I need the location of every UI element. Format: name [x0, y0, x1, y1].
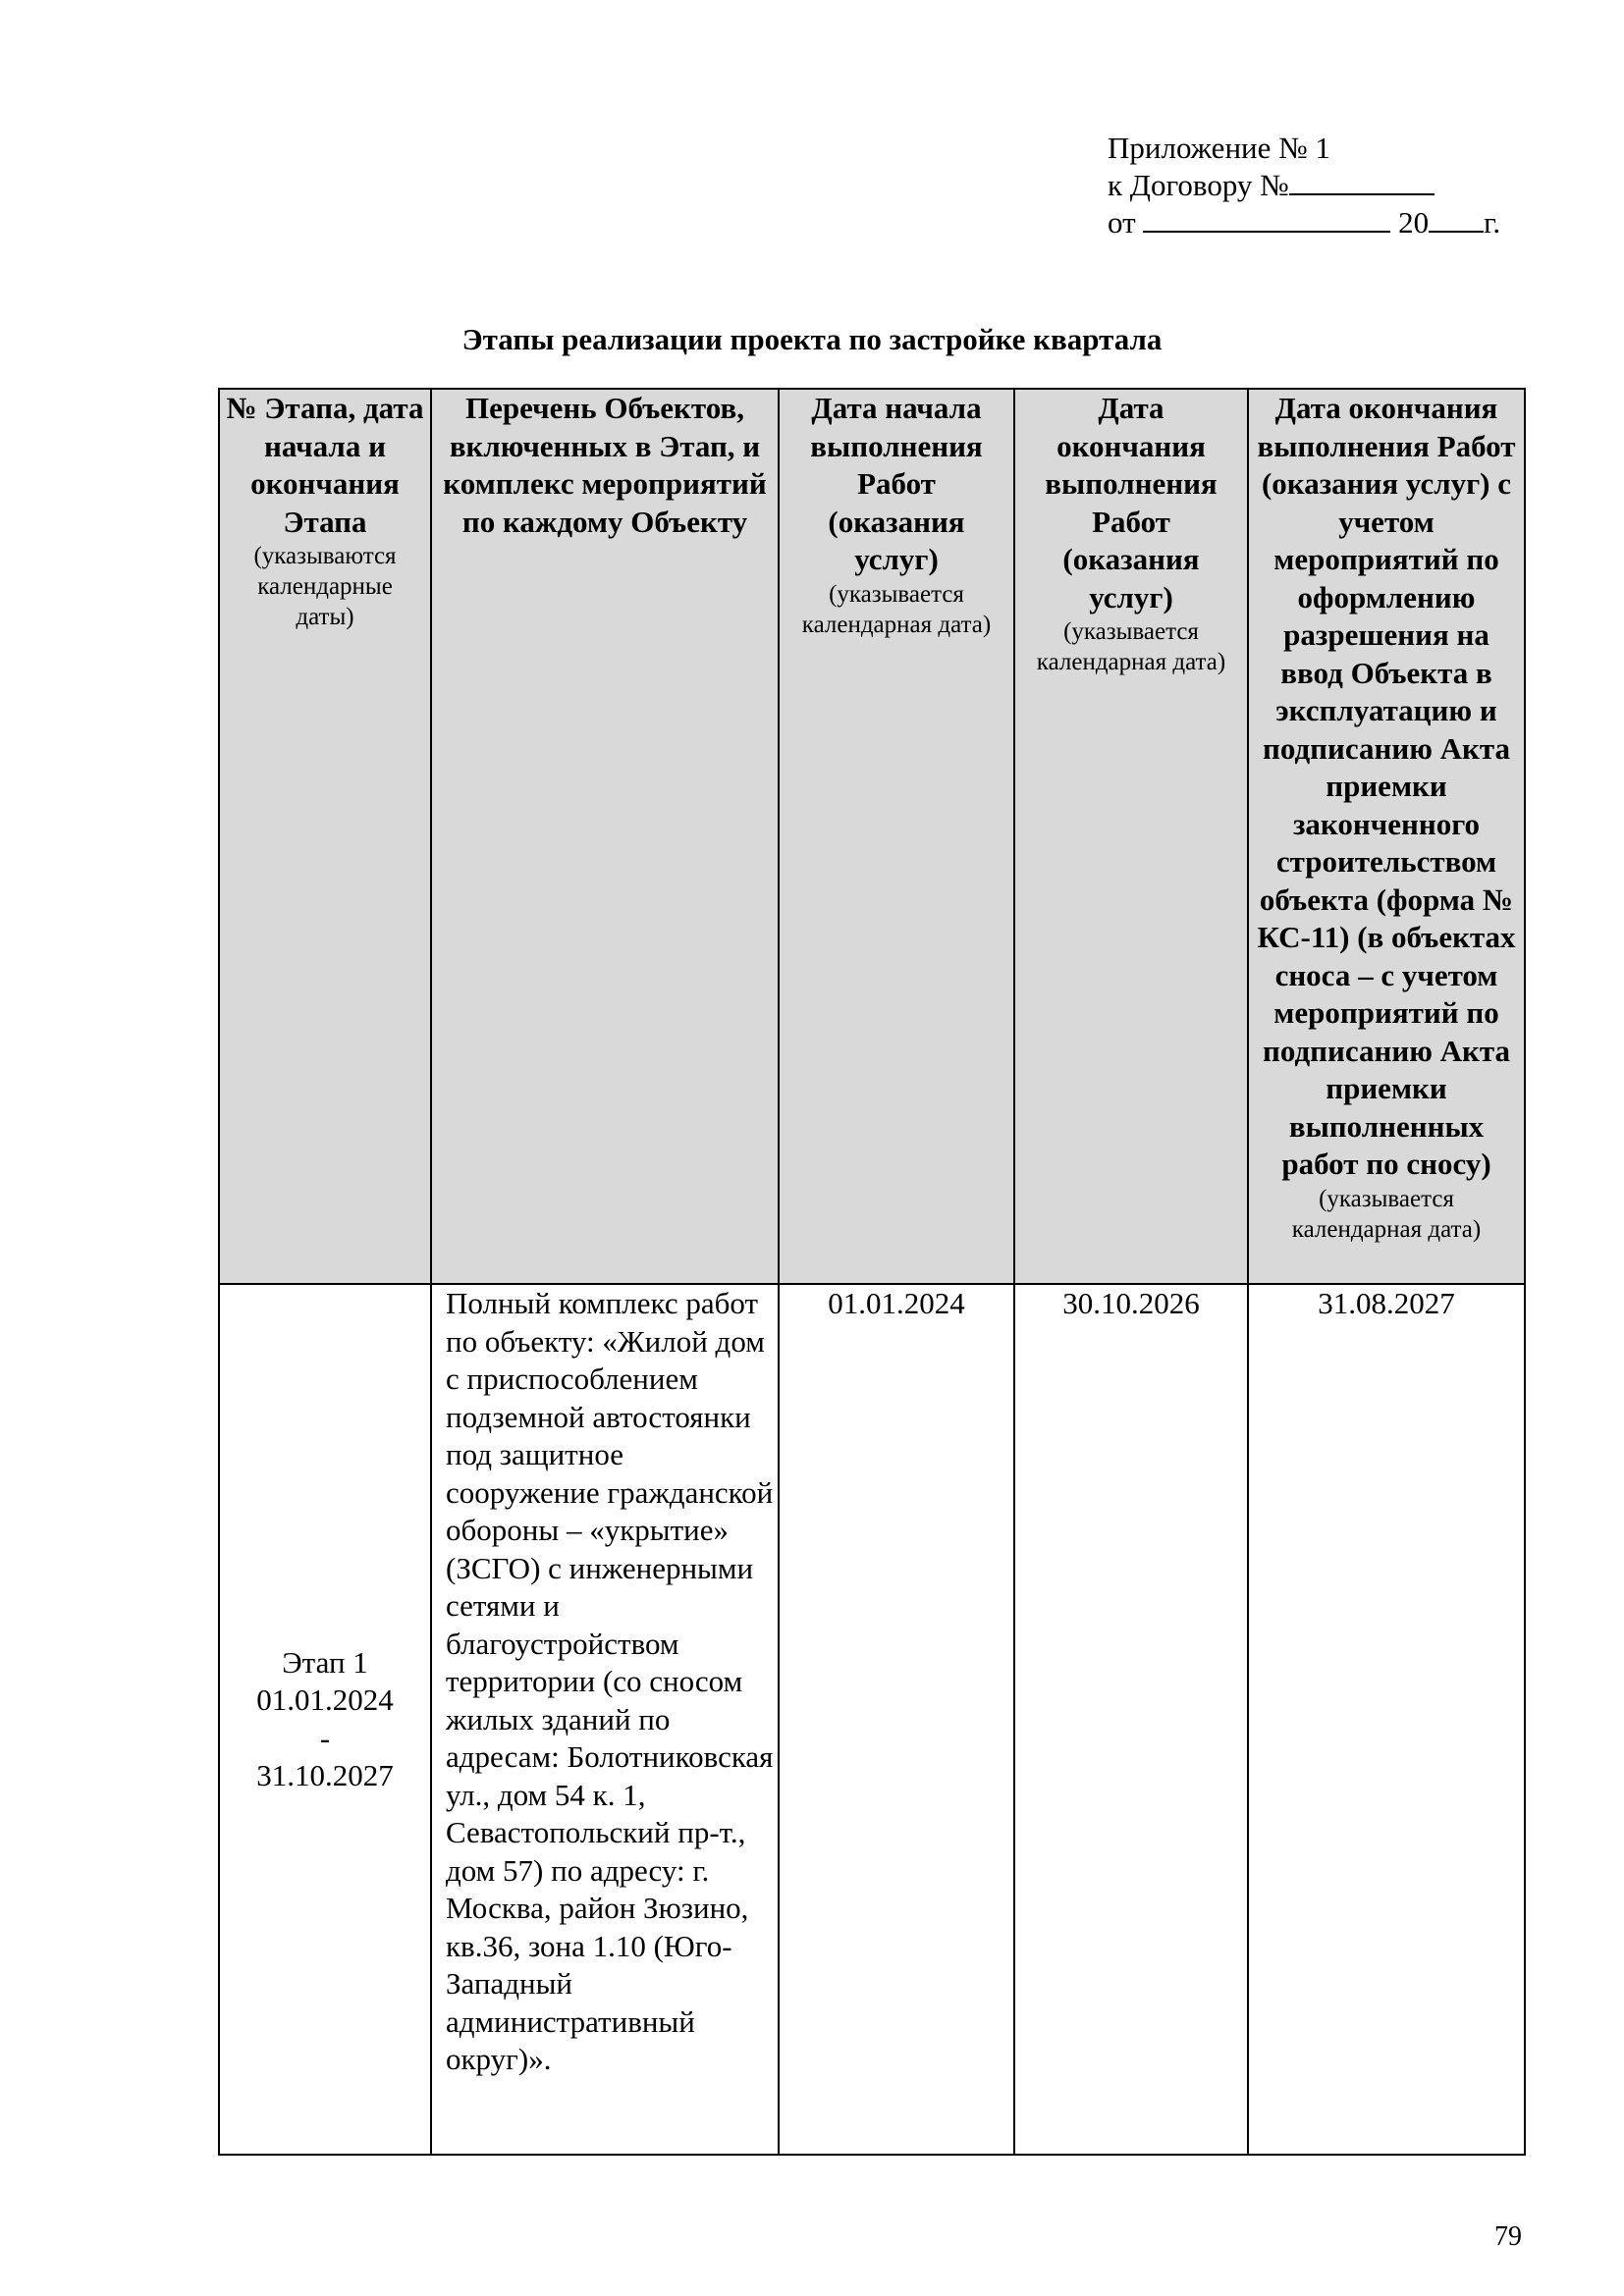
header-end-date	[1014, 389, 1248, 1284]
stages-table	[218, 388, 1526, 2156]
date-blank	[1143, 207, 1390, 233]
appendix-line-3	[1108, 204, 1500, 241]
year-blank	[1429, 207, 1484, 233]
header-objects-label: Перечень Объектов, включенных в Этап, и комплекс мероприятий по каждому Объекту	[443, 391, 767, 539]
document-title: Этапы реализации проекта по застройке квартала	[461, 322, 1163, 356]
year-prefix: 20	[1390, 205, 1430, 240]
header-stage-label: № Этапа, дата начала и окончания Этапа	[226, 391, 424, 539]
header-end-date-label: Дата окончания выполнения Работ (оказания услуг)	[1045, 391, 1218, 614]
stage-number: Этап 1	[282, 1644, 368, 1680]
header-end-date-note: (указывается календарная дата)	[1036, 618, 1226, 675]
stage-separator: -	[319, 1720, 331, 1755]
appendix-number: Приложение № 1	[1108, 131, 1330, 165]
stage-cell	[219, 1284, 431, 2155]
header-stage	[219, 389, 431, 1284]
page-number: 79	[1494, 2221, 1522, 2252]
start-date-cell: 01.01.2024	[779, 1284, 1014, 2155]
year-suffix: г.	[1484, 205, 1501, 240]
end-date-cell: 30.10.2026	[1014, 1284, 1248, 2155]
contract-label: к Договору №	[1108, 168, 1289, 202]
header-start-date	[779, 389, 1014, 1284]
final-date-cell: 31.08.2027	[1248, 1284, 1525, 2155]
objects-cell: Полный комплекс работ по объекту: «Жилой дом с приспособлением подземной автостоянки под защитное сооружение гражданской обороны – «укрытие» (ЗСГО) с инженерными сетями и благоустройством территории (со сносом жилых зданий по адресам: Болотниковская ул., дом 54 к. 1, Севастопольский пр-т., дом 57) по адресу: г. Москва, район Зюзино, кв.36, зона 1.10 (Юго-Западный административный округ)».	[431, 1284, 779, 2155]
header-start-date-label: Дата начала выполнения Работ (оказания услуг)	[810, 391, 983, 576]
table-row	[219, 1284, 1525, 2155]
header-objects	[431, 389, 779, 1284]
header-final-date-note: (указывается календарная дата)	[1291, 1185, 1482, 1243]
stage-start: 01.01.2024	[256, 1682, 394, 1717]
contract-number-blank	[1289, 170, 1435, 195]
table-header-row	[219, 389, 1525, 1284]
date-prefix: от	[1108, 205, 1144, 240]
stage-end: 31.10.2027	[256, 1758, 394, 1792]
header-final-date	[1248, 389, 1525, 1284]
appendix-line-1	[1108, 130, 1500, 167]
appendix-line-2	[1108, 167, 1500, 204]
header-start-date-note: (указывается календарная дата)	[801, 580, 992, 638]
header-stage-note: (указываются календарные даты)	[253, 543, 397, 630]
header-final-date-label: Дата окончания выполнения Работ (оказания услуг) с учетом мероприятий по оформлению разрешения на ввод Объекта в эксплуатацию и подписанию Акта приемки законченного строительством объекта (форма № КС-11) (в объектах сноса – с учетом мероприятий по подписанию Акта приемки выполненных работ по сносу)	[1257, 391, 1516, 1181]
appendix-header	[1108, 130, 1500, 241]
